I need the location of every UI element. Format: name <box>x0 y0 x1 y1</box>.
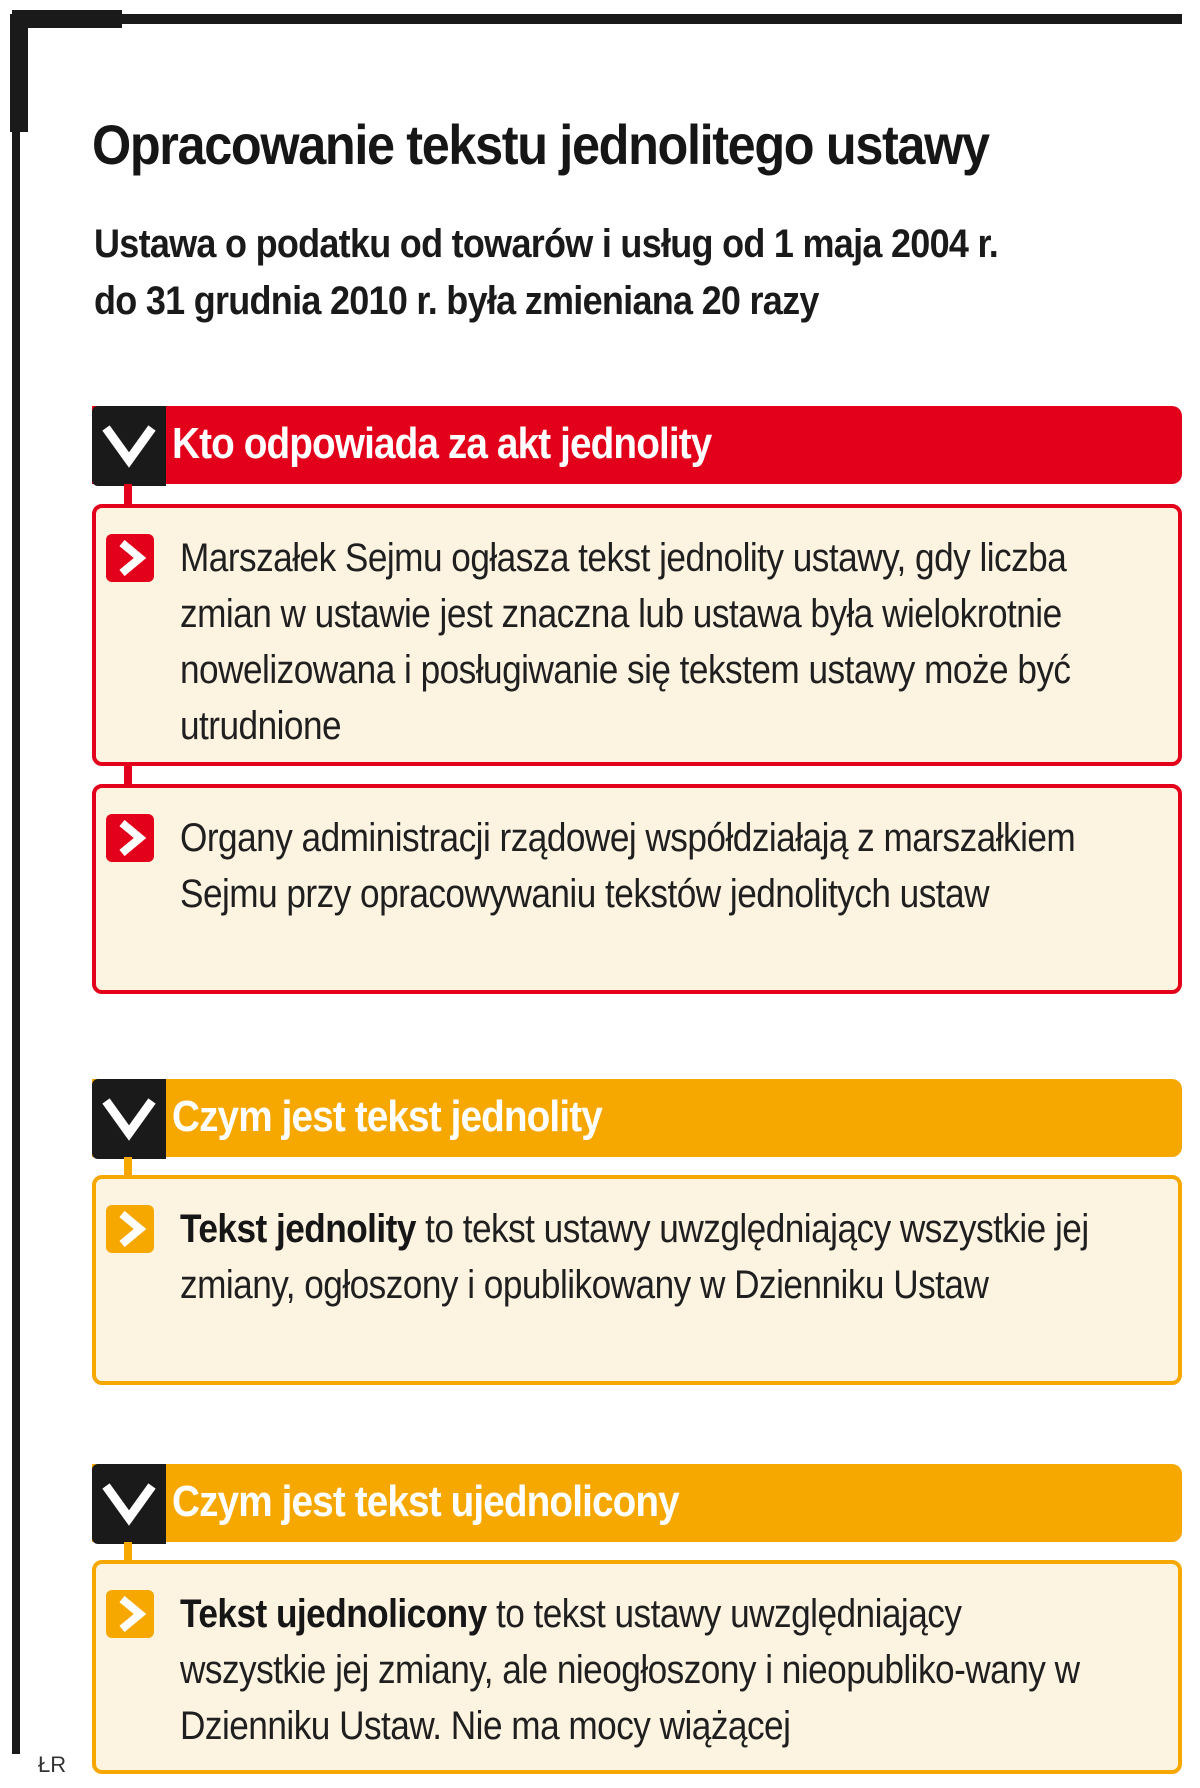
chevron-right-icon <box>106 1590 154 1638</box>
chevron-right-icon <box>106 534 154 582</box>
author-credit: ŁR <box>38 1752 67 1777</box>
card-text: Organy administracji rządowej współdziałają z marszałkiem Sejmu przy opracowywaniu tekstów jednolitych ustaw <box>180 816 1076 916</box>
frame-top-rule <box>12 14 1182 24</box>
chevron-down-icon <box>92 1464 166 1544</box>
info-card <box>92 1560 1182 1774</box>
card-text: Marszałek Sejmu ogłasza tekst jednolity ustawy, gdy liczba zmian w ustawie jest znaczna lub ustawa była wielokrotnie nowelizowana i posługiwanie się tekstem ustawy może być utrudnione <box>180 536 1071 748</box>
frame-left-accent <box>10 14 28 132</box>
page-title: Opracowanie tekstu jednolitego ustawy <box>92 113 989 176</box>
section-header <box>92 1079 1182 1157</box>
chevron-down-icon <box>92 1079 166 1159</box>
page-subtitle <box>94 216 1174 330</box>
chevron-down-icon <box>92 406 166 486</box>
chevron-right-icon <box>106 814 154 862</box>
section-header <box>92 1464 1182 1542</box>
section-unified-text <box>92 1464 1182 1784</box>
section-header <box>92 406 1182 484</box>
connector-line <box>124 484 132 506</box>
info-card <box>92 1175 1182 1385</box>
info-card <box>92 504 1182 766</box>
section-heading: Czym jest tekst ujednolicony <box>172 1477 679 1526</box>
chevron-right-icon <box>106 1205 154 1253</box>
info-card <box>92 784 1182 994</box>
section-who-responsible <box>92 406 1182 1006</box>
section-heading: Czym jest tekst jednolity <box>172 1092 602 1141</box>
frame-left-rule <box>12 14 20 1754</box>
section-consolidated-text <box>92 1079 1182 1399</box>
frame-top-tab <box>12 10 122 28</box>
card-text: Tekst jednolity to tekst ustawy uwzględniający wszystkie jej zmiany, ogłoszony i opublikowany w Dzienniku Ustaw <box>180 1207 1089 1307</box>
card-text: Tekst ujednolicony to tekst ustawy uwzględniający wszystkie jej zmiany, ale nieogłoszony i nieopubliko-wany w Dzienniku Ustaw. Nie ma mocy wiążącej <box>180 1592 1080 1748</box>
subtitle-line-1: Ustawa o podatku od towarów i usług od 1 maja 2004 r. <box>94 222 999 266</box>
subtitle-line-2: do 31 grudnia 2010 r. była zmieniana 20 razy <box>94 279 819 323</box>
section-heading: Kto odpowiada za akt jednolity <box>172 419 712 468</box>
